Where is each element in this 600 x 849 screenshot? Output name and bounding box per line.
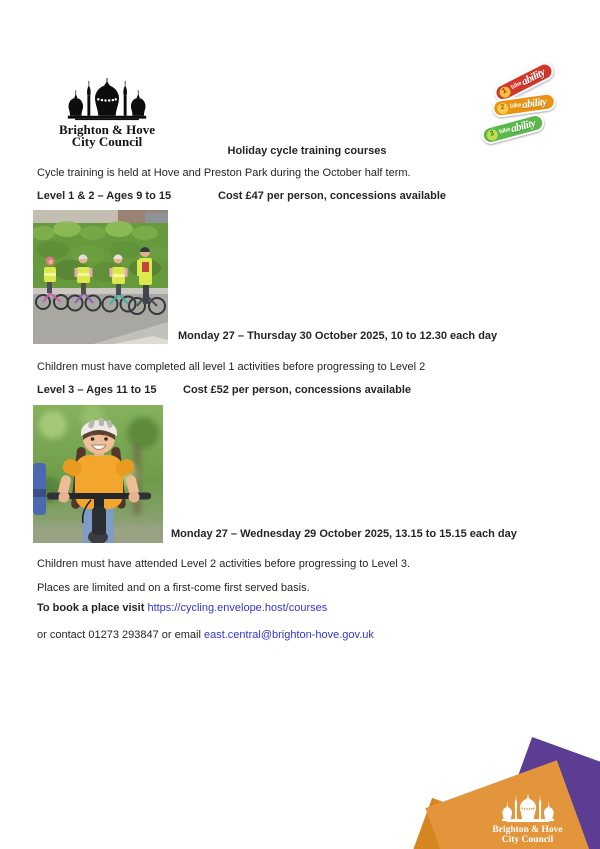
council-logo-footer — [479, 794, 576, 845]
contact-text: or contact 01273 293847 or email — [37, 629, 201, 641]
bikeability-badges — [478, 66, 584, 155]
pavilion-icon — [63, 78, 151, 123]
council-name-line1: Brighton & Hove — [58, 122, 156, 137]
badge-bike-text: bike — [509, 102, 522, 110]
course2-level-ages: Level 3 – Ages 11 to 15 — [37, 384, 157, 396]
council-name-line2: City Council — [71, 134, 143, 149]
contact-email-link[interactable]: east.central@brighton-hove.gov.uk — [203, 629, 374, 641]
badge-bike-text: bike — [510, 80, 523, 92]
places-note: Places are limited and on a first-come first served basis. — [37, 582, 310, 594]
badge-bike-text: bike — [498, 126, 512, 136]
pavilion-icon — [499, 794, 557, 824]
course1-note: Children must have completed all level 1 activities before progressing to Level 2 — [37, 361, 426, 373]
badge-ability-text: ability — [509, 117, 537, 136]
council-logo-header — [50, 78, 164, 148]
page-title: Holiday cycle training courses — [227, 145, 387, 157]
course1-schedule: Monday 27 – Thursday 30 October 2025, 10 to 12.30 each day — [178, 330, 498, 342]
booking-url-link[interactable]: https://cycling.envelope.host/courses — [147, 602, 328, 614]
booking-line — [37, 601, 327, 615]
course2-cost: Cost £52 per person, concessions available — [183, 384, 412, 396]
badge-ability-text: ability — [519, 66, 548, 89]
course1-photo-row — [33, 210, 497, 344]
badge-ability-text: ability — [521, 95, 548, 112]
intro-text: Cycle training is held at Hove and Preston Park during the October half term. — [37, 167, 411, 179]
course2-note: Children must have attended Level 2 activities before progressing to Level 3. — [37, 558, 410, 570]
course2-schedule: Monday 27 – Wednesday 29 October 2025, 13.15 to 15.15 each day — [171, 528, 517, 540]
girl-on-bike-photo — [33, 405, 163, 543]
contact-line — [37, 628, 374, 642]
course1-cost: Cost £47 per person, concessions available — [218, 190, 447, 202]
footer-council-name-line1: Brighton & Hove — [492, 825, 563, 835]
level3-number: 3 — [485, 128, 498, 141]
level2-number: 2 — [496, 102, 508, 114]
bikeability-level3-badge — [480, 112, 546, 146]
course2-photo-row — [33, 405, 517, 543]
booking-prefix: To book a place visit — [37, 602, 145, 614]
footer-council-name-line2: City Council — [501, 835, 554, 845]
children-with-bikes-photo — [33, 210, 168, 344]
course2-heading — [37, 383, 411, 397]
course1-level-ages: Level 1 & 2 – Ages 9 to 15 — [37, 190, 172, 202]
course1-heading — [37, 189, 446, 203]
level1-number: 1 — [497, 84, 512, 99]
